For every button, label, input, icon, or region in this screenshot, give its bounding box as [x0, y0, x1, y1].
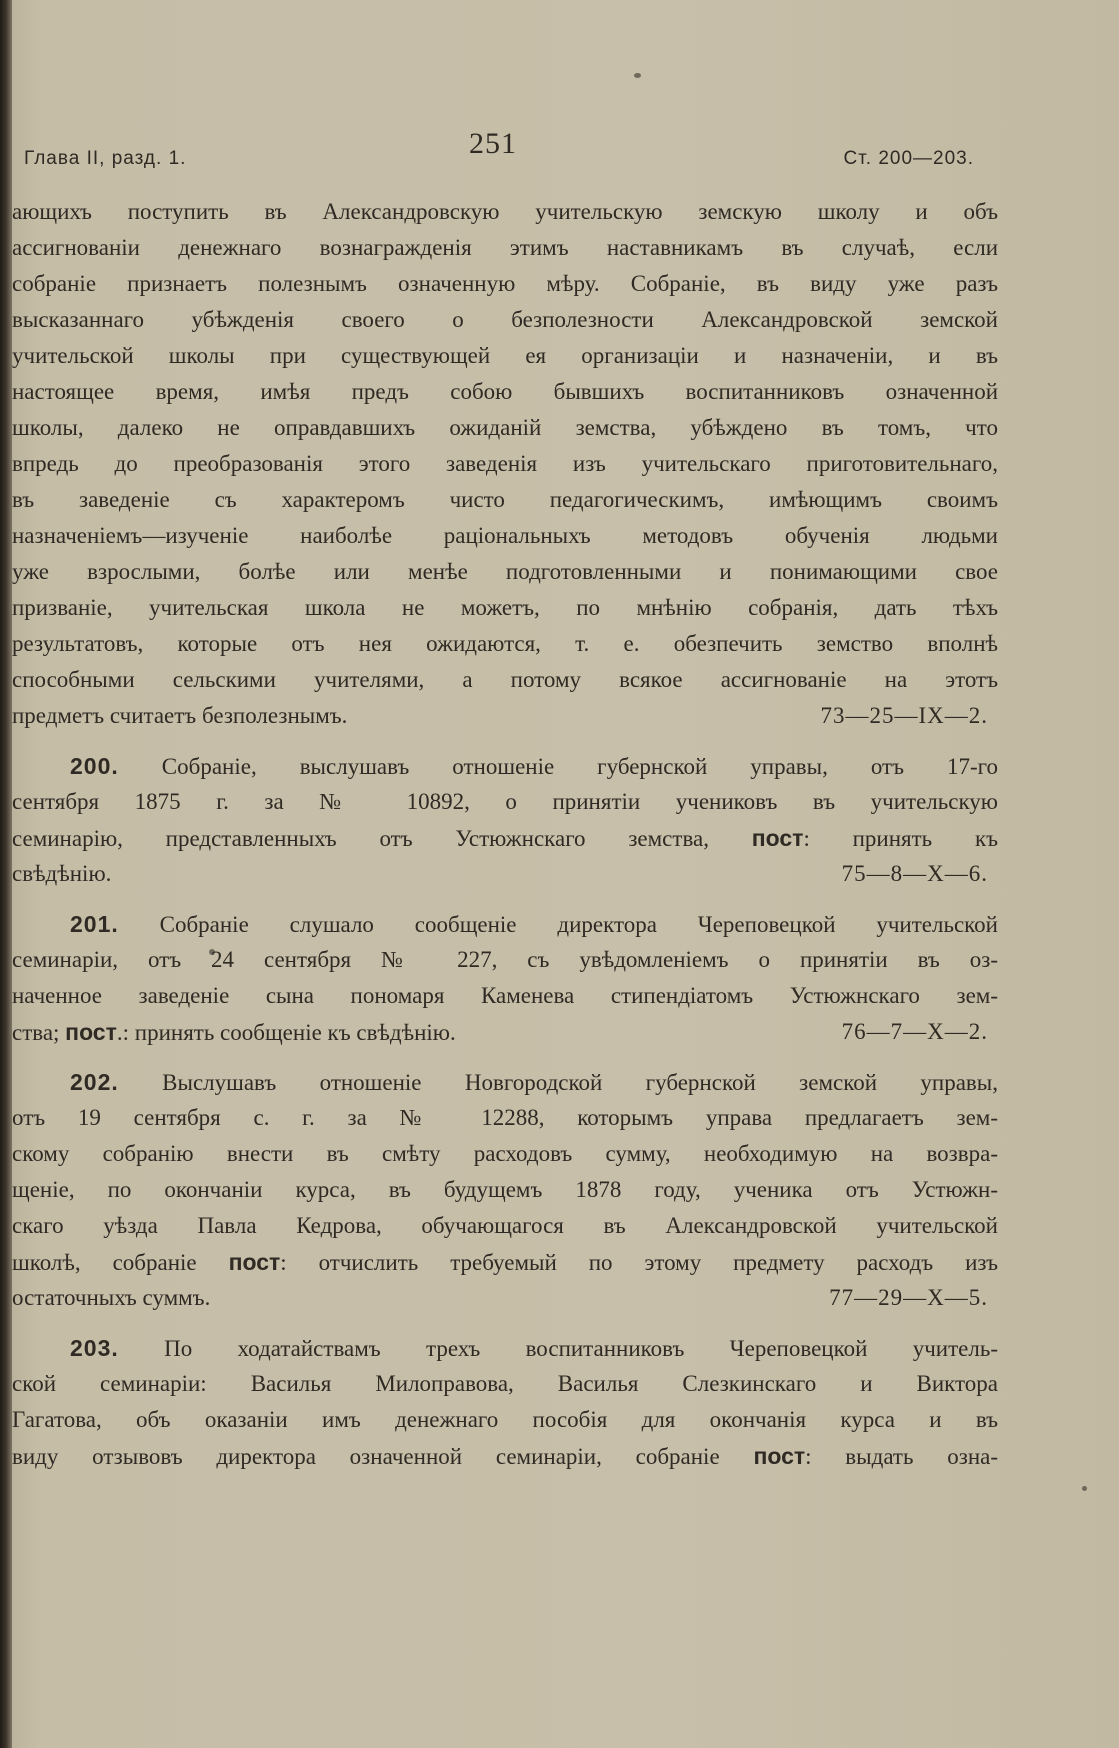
text-line-with-reference [12, 1280, 998, 1316]
text-line-end [12, 1014, 456, 1050]
text-line: призваніе, учительская школа не можетъ, по мнѣнію собранія, дать тѣхъ [12, 595, 998, 620]
articles-reference: Ст. 200—203. [843, 148, 974, 169]
text-line: ающихъ поступить въ Александровскую учительскую земскую школу и объ [12, 199, 998, 224]
text-run: Выслушавъ отношеніе Новгородской губернской земской управы, [162, 1070, 998, 1095]
resolution-marker: пост [751, 825, 804, 851]
text-line-end: свѣдѣнію. [12, 861, 112, 886]
text-line: ассигнованіи денежнаго вознагражденія этимъ наставникамъ въ случаѣ, если [12, 235, 998, 260]
article-number: 201. [70, 911, 119, 937]
paragraph-gap [12, 1316, 998, 1330]
text-run: школѣ, собраніе [12, 1250, 197, 1275]
text-line: въ заведеніе съ характеромъ чисто педагогическимъ, имѣющимъ своимъ [12, 487, 998, 512]
text-line: собраніе признаетъ полезнымъ означенную мѣру. Собраніе, въ виду уже разъ [12, 271, 998, 296]
text-line: настоящее время, имѣя предъ собою бывшихъ воспитанниковъ означенной [12, 379, 998, 404]
text-run: : выдать озна- [805, 1444, 998, 1469]
text-line: наченное заведеніе сына пономаря Каменева стипендіатомъ Устюжнскаго зем- [12, 983, 998, 1008]
text-line: ской семинаріи: Василья Милоправова, Василья Слезкинскаго и Виктора [12, 1371, 998, 1396]
page-number: 251 [469, 127, 517, 160]
paragraph-gap [12, 892, 998, 906]
text-line [12, 820, 998, 856]
text-line: уже взрослыми, болѣе или менѣе подготовленными и понимающими свое [12, 559, 998, 584]
text-line-with-reference [12, 698, 998, 734]
article-first-line [12, 1064, 998, 1100]
article-201 [12, 906, 998, 1050]
text-line: назначеніемъ—изученіе наиболѣе раціональныхъ методовъ обученія людьми [12, 523, 998, 548]
chapter-reference: Глава II, разд. 1. [24, 148, 187, 169]
text-line: отъ 19 сентября с. г. за № 12288, которымъ управа предлагаетъ зем- [12, 1105, 998, 1130]
text-line: школы, далеко не оправдавшихъ ожиданій земства, убѣждено въ томъ, что [12, 415, 998, 440]
text-line-end: остаточныхъ суммъ. [12, 1285, 211, 1310]
article-203 [12, 1330, 998, 1474]
text-run: : принять къ [803, 826, 998, 851]
article-200 [12, 748, 998, 892]
text-run: Собраніе слушало сообщеніе директора Череповецкой учительской [159, 912, 998, 937]
article-first-line [12, 906, 998, 942]
text-line-end: предметъ считаетъ безполезнымъ. [12, 703, 348, 728]
ink-speck [634, 73, 641, 78]
paragraph-gap [12, 1050, 998, 1064]
vote-reference: 77—29—X—5. [829, 1285, 988, 1310]
resolution-marker: пост [65, 1019, 117, 1045]
article-202 [12, 1064, 998, 1316]
page-header [24, 118, 974, 178]
vote-reference: 76—7—X—2. [841, 1019, 988, 1044]
text-run: семинарію, представленныхъ отъ Устюжнскаго земства, [12, 826, 709, 851]
vote-reference: 75—8—X—6. [841, 861, 988, 886]
text-line: результатовъ, которые отъ нея ожидаются, т. е. обезпечить земство вполнѣ [12, 631, 998, 656]
intro-paragraph [12, 194, 998, 734]
text-line: способными сельскими учителями, а потому всякое ассигнованіе на этотъ [12, 667, 998, 692]
resolution-marker: пост [228, 1249, 281, 1275]
text-run: Собраніе, выслушавъ отношеніе губернской управы, отъ 17-го [161, 754, 998, 779]
text-run: виду отзывовъ директора означенной семинаріи, собраніе [12, 1444, 720, 1469]
article-first-line [12, 748, 998, 784]
text-line: скому собранію внести въ смѣту расходовъ сумму, необходимую на возвра- [12, 1141, 998, 1166]
text-run: : отчислить требуемый по этому предмету расходъ изъ [280, 1250, 998, 1275]
text-line: скаго уѣзда Павла Кедрова, обучающагося въ Александровской учительской [12, 1213, 998, 1238]
vote-reference: 73—25—IX—2. [820, 703, 988, 728]
text-line: впредь до преобразованія этого заведенія изъ учительскаго приготовительнаго, [12, 451, 998, 476]
text-line [12, 1438, 998, 1474]
article-number: 203. [70, 1335, 119, 1361]
text-line-with-reference [12, 856, 998, 892]
page-body [12, 194, 998, 1474]
resolution-marker: пост [753, 1443, 806, 1469]
text-line-with-reference [12, 1014, 998, 1050]
article-first-line [12, 1330, 998, 1366]
text-run: По ходатайствамъ трехъ воспитанниковъ Череповецкой учитель- [164, 1336, 998, 1361]
text-line: учительской школы при существующей ея организаціи и назначеніи, и въ [12, 343, 998, 368]
article-number: 202. [70, 1069, 119, 1095]
text-line: семинаріи, отъ 24 сентября № 227, съ увѣдомленіемъ о принятіи въ оз- [12, 947, 998, 972]
text-line: сентября 1875 г. за № 10892, о принятіи учениковъ въ учительскую [12, 789, 998, 814]
text-line: щеніе, по окончаніи курса, въ будущемъ 1878 году, ученика отъ Устюжн- [12, 1177, 998, 1202]
text-line: высказаннаго убѣжденія своего о безполезности Александровской земской [12, 307, 998, 332]
text-run: .: принять сообщеніе къ свѣдѣнію. [116, 1020, 456, 1045]
text-line: Гагатова, объ оказаніи имъ денежнаго пособія для окончанія курса и въ [12, 1407, 998, 1432]
book-binding-edge [0, 0, 12, 1748]
ink-speck [1082, 1486, 1087, 1491]
text-run: ства; [12, 1020, 60, 1045]
article-number: 200. [70, 753, 119, 779]
paragraph-gap [12, 734, 998, 748]
text-line [12, 1244, 998, 1280]
